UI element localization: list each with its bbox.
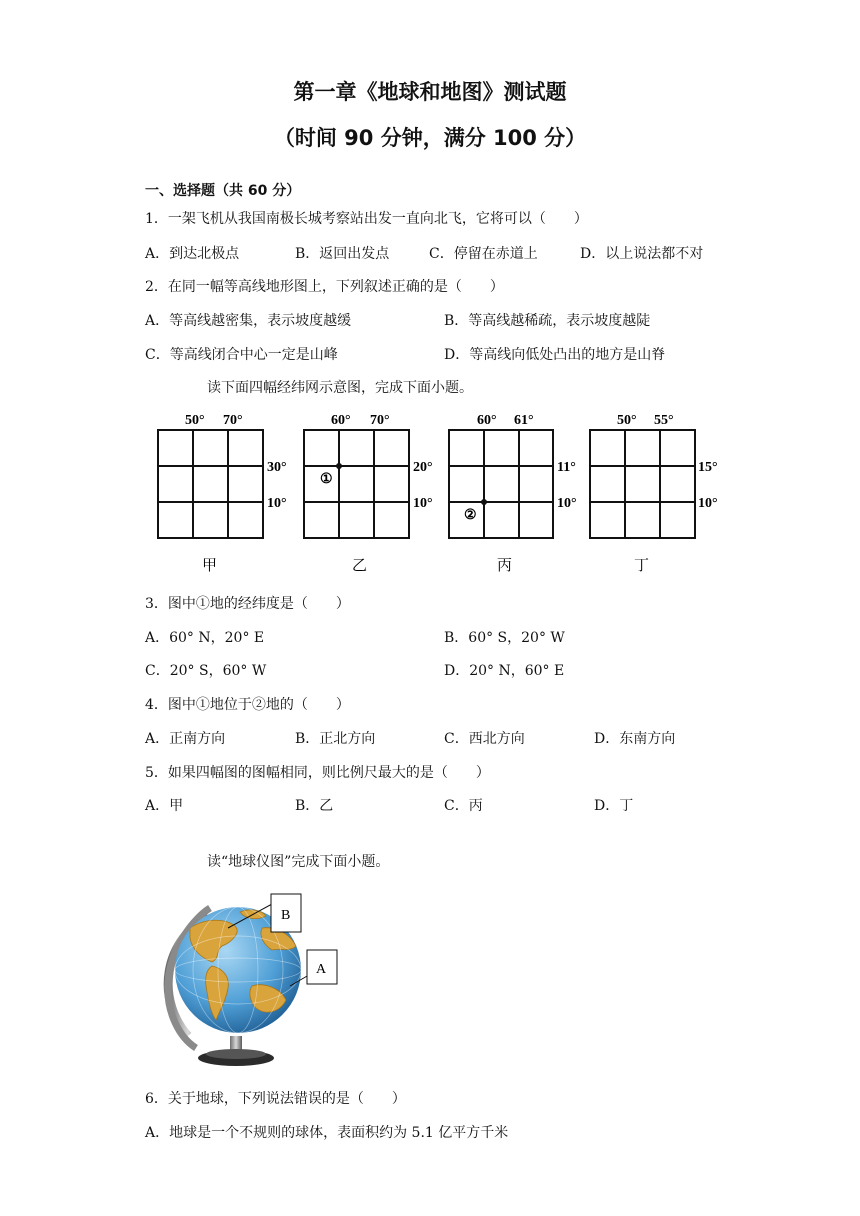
question-6-option-a: A．地球是一个不规则的球体，表面积约为 5.1 亿平方千米 (145, 1125, 509, 1141)
question-1-option-b: B．返回出发点 (295, 246, 390, 262)
grid-group-intro: 读下面四幅经纬网示意图，完成下面小题。 (207, 380, 473, 396)
question-5-option-a: A．甲 (145, 798, 184, 814)
grid-jia-name: 甲 (202, 558, 218, 574)
question-5-stem: 5．如果四幅图的图幅相同，则比例尺最大的是（ ） (145, 765, 490, 781)
graticule-figures (140, 400, 740, 590)
question-3-stem: 3．图中①地的经纬度是（ ） (145, 596, 350, 612)
grid-yi (304, 413, 433, 574)
globe-group-intro: 读“地球仪图”完成下面小题。 (207, 854, 390, 870)
page-title: 第一章《地球和地图》测试题 (293, 80, 567, 104)
grid-jia-side-label-1: 30° (267, 460, 287, 475)
question-1-option-a: A．到达北极点 (145, 246, 240, 262)
question-3-option-c: C．20° S，60° W (145, 663, 267, 679)
grid-bing (449, 413, 577, 574)
question-4-option-a: A．正南方向 (145, 731, 226, 747)
question-5-option-d: D．丁 (594, 798, 634, 814)
grid-jia (158, 413, 287, 574)
grid-yi-name: 乙 (352, 558, 368, 574)
question-3-option-b: B．60° S，20° W (444, 630, 565, 646)
grid-ding (590, 413, 718, 574)
grid-jia-side-label-2: 10° (267, 496, 287, 511)
grid-jia-top-label-1: 50° (185, 413, 205, 428)
globe-label-b: B (281, 908, 291, 923)
page-subtitle: （时间 90 分钟，满分 100 分） (273, 126, 587, 150)
globe-illustration (150, 888, 350, 1073)
question-5-option-b: B．乙 (295, 798, 334, 814)
grid-bing-side-label-1: 11° (557, 460, 576, 475)
grid-jia-top-label-2: 70° (223, 413, 243, 428)
question-1-option-c: C．停留在赤道上 (429, 246, 538, 262)
grid-yi-side-label-1: 20° (413, 460, 433, 475)
grid-bing-top-label-1: 60° (477, 413, 497, 428)
section-heading: 一、选择题（共 60 分） (145, 183, 301, 199)
question-5-option-c: C．丙 (444, 798, 483, 814)
grid-bing-top-label-2: 61° (514, 413, 534, 428)
question-3-option-a: A．60° N，20° E (145, 630, 265, 646)
grid-ding-side-label-1: 15° (698, 460, 718, 475)
question-4-option-d: D．东南方向 (594, 731, 676, 747)
question-4-stem: 4．图中①地位于②地的（ ） (145, 697, 350, 713)
grid-yi-top-label-2: 70° (370, 413, 390, 428)
globe-label-a: A (316, 962, 327, 977)
question-4-option-b: B．正北方向 (295, 731, 376, 747)
question-3-option-d: D．20° N，60° E (444, 663, 565, 679)
grid-ding-side-label-2: 10° (698, 496, 718, 511)
grid-ding-name: 丁 (634, 558, 650, 574)
question-2-stem: 2．在同一幅等高线地形图上，下列叙述正确的是（ ） (145, 279, 504, 295)
question-1-stem: 1．一架飞机从我国南极长城考察站出发一直向北飞，它将可以（ ） (145, 211, 588, 227)
grid-ding-top-label-1: 50° (617, 413, 637, 428)
question-2-option-c: C．等高线闭合中心一定是山峰 (145, 347, 338, 363)
grid-bing-name: 丙 (497, 558, 513, 574)
grid-yi-top-label-1: 60° (331, 413, 351, 428)
question-1-option-d: D．以上说法都不对 (580, 246, 704, 262)
question-2-option-a: A．等高线越密集，表示坡度越缓 (145, 313, 352, 329)
question-6-stem: 6．关于地球，下列说法错误的是（ ） (145, 1091, 406, 1107)
question-2-option-d: D．等高线向低处凸出的地方是山脊 (444, 347, 666, 363)
grid-ding-top-label-2: 55° (654, 413, 674, 428)
question-2-option-b: B．等高线越稀疏，表示坡度越陡 (444, 313, 651, 329)
grid-bing-side-label-2: 10° (557, 496, 577, 511)
grid-yi-marker: ① (320, 472, 333, 487)
question-4-option-c: C．西北方向 (444, 731, 525, 747)
grid-yi-side-label-2: 10° (413, 496, 433, 511)
grid-bing-marker: ② (464, 508, 477, 523)
